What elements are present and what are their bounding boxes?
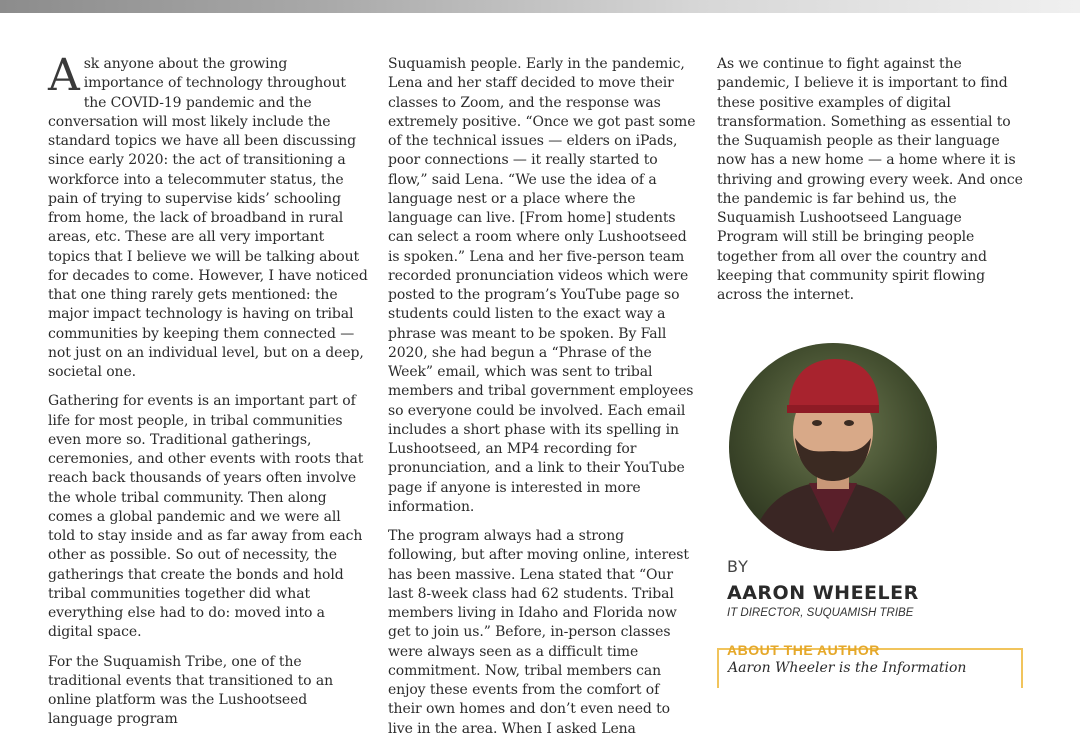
paragraph-conclusion: As we continue to fight against the pandemic, I believe it is important to find these positive examples of digital transformation. Something as essential to the Suquamish people as their language now has a new home — a home where it is thriving and growing every week. And once the pandemic is far behind us, the Suquamish Lushootseed Language Program will still be bringing people together from all over the country and keeping that community spirit flowing across the internet. xyxy=(717,56,1023,303)
about-author-text: Aaron Wheeler is the Information xyxy=(728,660,967,676)
header-gradient-bar xyxy=(0,0,1080,13)
paragraph-gathering: Gathering for events is an important part of life for most people, in tribal communities even more so. Traditional gatherings, ceremonies, and other events with roots that reach back thousands of years often involve the whole tribal community. Then along comes a global pandemic and we were all told to stay inside and as far away from each other as possible. So out of necessity, the gatherings that create the bonds and hold tribal communities together did what everything else had to do: moved into a digital space. xyxy=(48,393,364,641)
author-portrait-icon xyxy=(729,343,937,551)
author-name: AARON WHEELER xyxy=(727,582,919,604)
article-column-1 xyxy=(48,50,370,740)
author-title: IT DIRECTOR, SUQUAMISH TRIBE xyxy=(727,607,914,619)
paragraph-intro xyxy=(48,50,370,382)
by-label: BY xyxy=(727,557,749,576)
article-column-3 xyxy=(717,55,1025,315)
paragraph-intro-text: sk anyone about the growing importance of technology throughout the COVID-19 pandemic and the conversation will most likely include the standard topics we have all been discussing since early 2020: the act of transitioning a workforce into a telecommuter status, the pain of trying to supervise kids’ schooling from home, the lack of broadband in rural areas, etc. These are all very important topics that I believe we will be talking about for decades to come. However, I have noticed that one thing rarely gets mentioned: the major impact technology is having on tribal communities by keeping them connected — not just on an individual level, but on a deep, societal one. xyxy=(48,56,368,380)
drop-cap: A xyxy=(48,50,80,101)
article-column-2 xyxy=(388,55,696,749)
author-photo xyxy=(729,343,937,551)
paragraph-zoom: Suquamish people. Early in the pandemic, Lena and her staff decided to move their classes to Zoom, and the response was extremely positive. “Once we got past some of the technical issues — elders on iPads, poor connections — it really started to flow,” said Lena. “We use the idea of a language nest or a place where the language can live. [From home] students can select a room where only Lushootseed is spoken.” Lena and her five-person team recorded pronunciation videos which were posted to the program’s YouTube page so students could listen to the exact way a phrase was meant to be spoken. By Fall 2020, she had begun a “Phrase of the Week” email, which was sent to tribal members and tribal government employees so everyone could be involved. Each email includes a short phase with its spelling in Lushootseed, an MP4 recording for pronunciation, and a link to their YouTube page if anyone is interested in more information. xyxy=(388,56,696,515)
author-byline xyxy=(727,557,1027,619)
about-author-heading: ABOUT THE AUTHOR xyxy=(727,642,880,658)
paragraph-suquamish: For the Suquamish Tribe, one of the traditional events that transitioned to an online platform was the Lushootseed language program xyxy=(48,653,334,728)
paragraph-following: The program always had a strong following, but after moving online, interest has been massive. Lena stated that “Our last 8-week class had 62 students. Tribal members living in Idaho and Florida now get to join us.” Before, in-person classes were always seen as a difficult time commitment. Now, tribal members can enjoy these events from the comfort of their own homes and don’t even need to live in the area. When I asked Lena xyxy=(388,528,689,737)
